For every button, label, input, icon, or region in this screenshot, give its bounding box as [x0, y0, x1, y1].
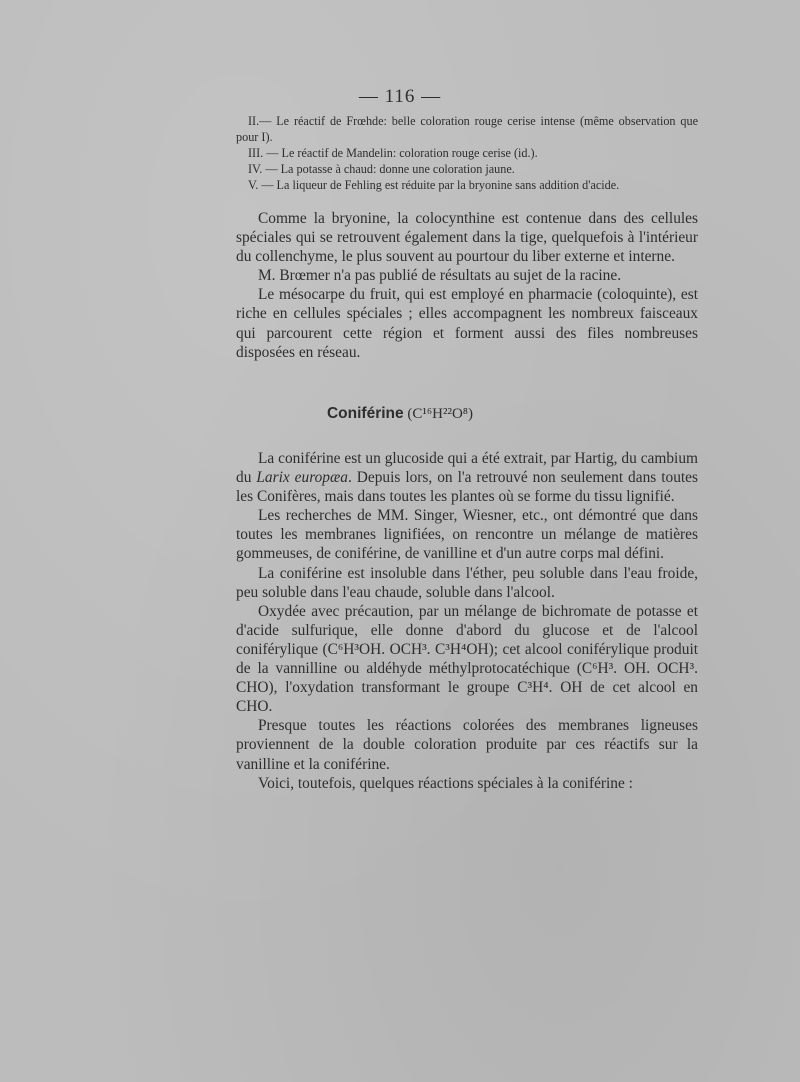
- paragraph: Le mésocarpe du fruit, qui est employé en pharmacie (coloquinte), est riche en cellules spéciales ; elles accompagnent les nombreux faisceaux qui parcourent cette région et forment aussi des files nombreuses disposées en réseau.: [236, 286, 698, 361]
- page-number: — 116 —: [358, 86, 442, 107]
- paragraph: Oxydée avec précaution, par un mélange de bichromate de potasse et d'acide sulfurique, elle donne d'abord du glucose et de l'alcool coniférylique (C⁶H³OH. OCH³. C³H⁴OH); cet alcool coniférylique produit de la vannilline ou aldéhyde méthylprotocatéchique (C⁶H³. OH. OCH³. CHO), l'oxydation transformant le groupe C³H⁴. OH de cet alcool en CHO.: [236, 602, 698, 716]
- reaction-item: II.— Le réactif de Frœhde: belle coloration rouge cerise intense (même observation que pour I).: [236, 114, 698, 144]
- heading-formula: (C¹⁶H²²O⁸): [407, 406, 474, 422]
- reaction-item: III. — Le réactif de Mandelin: coloration rouge cerise (id.).: [248, 146, 538, 160]
- reaction-list: [236, 113, 698, 193]
- colocynthine-section: [236, 209, 698, 362]
- paragraph: Comme la bryonine, la colocynthine est contenue dans des cellules spéciales qui se retrouvent également dans la tige, quelquefois à l'intérieur du collenchyme, le plus souvent au pourtour du liber externe et interne.: [236, 210, 698, 266]
- reaction-item: V. — La liqueur de Fehling est réduite par la bryonine sans addition d'acide.: [248, 178, 620, 192]
- paragraph: Presque toutes les réactions colorées des membranes ligneuses proviennent de la double coloration produite par ces réactifs sur la vanilline et la coniférine.: [236, 717, 698, 773]
- text-run: . Depuis lors, on l'a retrouvé non seulement dans toutes les Conifères, mais dans toutes les plantes où se forme du tissu lignifié.: [236, 469, 698, 506]
- paragraph: M. Brœmer n'a pas publié de résultats au sujet de la racine.: [258, 267, 622, 285]
- species-name: Larix europæa: [256, 469, 348, 487]
- text-run: La coniférine est un glucoside qui a été extrait, par Hartig, du cambium du: [236, 450, 698, 487]
- paragraph: La coniférine est insoluble dans l'éther, peu soluble dans l'eau froide, peu soluble dans l'eau chaude, soluble dans l'alcool.: [236, 564, 698, 601]
- paragraph: Les recherches de MM. Singer, Wiesner, etc., ont démontré que dans toutes les membranes lignifiées, on rencontre un mélange de matières gommeuses, de coniférine, de vanilline et d'un autre corps mal défini.: [236, 507, 698, 563]
- paragraph: [236, 449, 698, 506]
- heading-title: Coniférine: [326, 405, 404, 422]
- coniferine-section: [236, 449, 698, 793]
- paragraph: Voici, toutefois, quelques réactions spéciales à la coniférine :: [258, 774, 633, 792]
- section-heading: [0, 405, 800, 423]
- reaction-item: IV. — La potasse à chaud: donne une coloration jaune.: [248, 162, 515, 176]
